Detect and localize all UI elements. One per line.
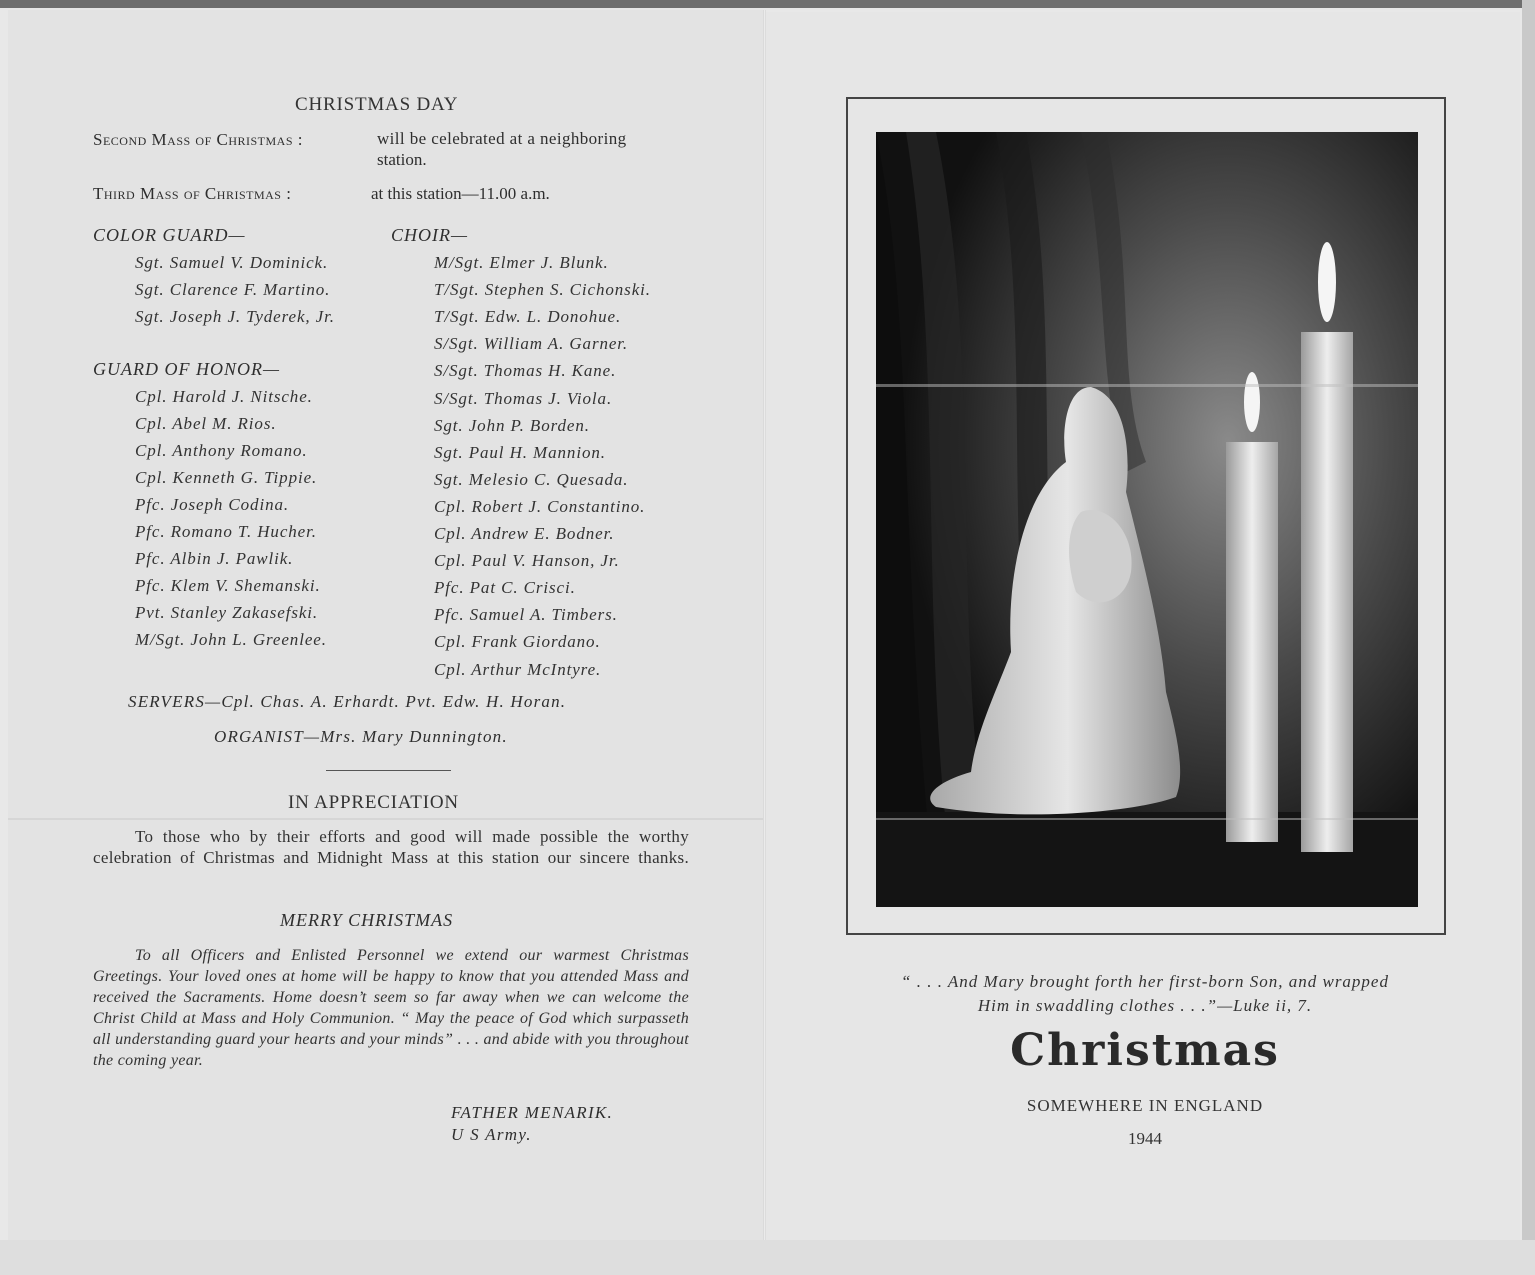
guard-of-honor-name: Cpl. Harold J. Nitsche. [135, 387, 313, 406]
madonna-and-child-with-candles-image [876, 132, 1418, 907]
third-mass-text: at this station—11.00 a.m. [371, 184, 550, 203]
choir-heading: CHOIR— [391, 225, 468, 245]
choir-member-name: S/Sgt. William A. Garner. [434, 334, 629, 354]
guard-of-honor-name: Pvt. Stanley Zakasefski. [135, 603, 319, 622]
scripture-caption [845, 970, 1445, 1018]
choir-member-name: Cpl. Paul V. Hanson, Jr. [434, 551, 620, 571]
location-subtitle: SOMEWHERE IN ENGLAND [1026, 1096, 1264, 1115]
choir-member-name: T/Sgt. Stephen S. Cichonski. [434, 280, 651, 300]
scan-top-edge [0, 0, 1535, 8]
choir-member-name: Cpl. Andrew E. Bodner. [434, 524, 615, 543]
choir-member-name: M/Sgt. Elmer J. Blunk. [434, 253, 609, 272]
choir-member-name: Cpl. Robert J. Constantino. [434, 496, 646, 516]
caption-line-1: “ . . . And Mary brought forth her first-born Son, and wrapped [901, 972, 1389, 991]
choir-member-name: Sgt. John P. Borden. [434, 415, 590, 435]
guard-of-honor-name: Pfc. Romano T. Hucher. [135, 522, 317, 541]
guard-of-honor-name: M/Sgt. John L. Greenlee. [135, 630, 327, 649]
guard-of-honor-heading: GUARD OF HONOR— [93, 359, 280, 379]
choir-member-name: Cpl. Arthur McIntyre. [434, 659, 602, 679]
color-guard-name: Sgt. Clarence F. Martino. [135, 280, 331, 299]
merry-christmas-text: To all Officers and Enlisted Personnel we extend our warmest Christmas Greetings. Your loved ones at home will be happy to know that you attended Mass and received the Sacraments. Home doesn’t seem so far away when we can welcome the Christ Child at Mass and Holy Communion. “ May the peace of God which surpasseth all understanding guard your hearts and your minds” . . . and abide with you throughout the coming year. [93, 947, 689, 1069]
choir-member-name: Pfc. Samuel A. Timbers. [434, 605, 618, 625]
second-mass-text-cont: station. [377, 150, 427, 169]
christmas-day-heading: CHRISTMAS DAY [295, 94, 459, 115]
divider [326, 770, 451, 771]
color-guard-heading: COLOR GUARD— [93, 225, 246, 245]
merry-christmas-heading: MERRY CHRISTMAS [280, 910, 454, 930]
guard-of-honor-name: Pfc. Albin J. Pawlik. [135, 549, 294, 568]
page-title: Christmas [1010, 1025, 1280, 1076]
organist-line: ORGANIST—Mrs. Mary Dunnington. [214, 727, 508, 746]
color-guard-name: Sgt. Samuel V. Dominick. [135, 253, 329, 272]
madonna-photo [876, 132, 1418, 907]
third-mass-label: Third Mass of Christmas : [93, 184, 292, 203]
scan-right-edge [1522, 0, 1535, 1275]
second-mass-label: Second Mass of Christmas : [93, 130, 303, 149]
choir-member-name: Sgt. Paul H. Mannion. [434, 442, 606, 462]
guard-of-honor-name: Cpl. Abel M. Rios. [135, 414, 277, 433]
horizontal-crease [8, 818, 763, 820]
guard-of-honor-name: Cpl. Anthony Romano. [135, 441, 308, 460]
second-mass-text: will be celebrated at a neighboring [377, 129, 627, 148]
choir-member-name: S/Sgt. Thomas H. Kane. [434, 361, 617, 381]
appreciation-text: To those who by their efforts and good will made possible the worthy celebration of Christmas and Midnight Mass at this station our sincere thanks. [93, 827, 689, 867]
appreciation-heading: IN APPRECIATION [288, 792, 459, 813]
signature-org: U S Army. [451, 1125, 532, 1144]
guard-of-honor-name: Pfc. Klem V. Shemanski. [135, 576, 321, 595]
center-fold [763, 10, 766, 1240]
choir-member-name: S/Sgt. Thomas J. Viola. [434, 388, 613, 408]
guard-of-honor-name: Cpl. Kenneth G. Tippie. [135, 468, 318, 487]
year: 1944 [1128, 1129, 1162, 1148]
signature-name: FATHER MENARIK. [451, 1103, 614, 1122]
guard-of-honor-name: Pfc. Joseph Codina. [135, 495, 290, 514]
choir-member-name: Sgt. Melesio C. Quesada. [434, 469, 629, 489]
servers-line: SERVERS—Cpl. Chas. A. Erhardt. Pvt. Edw. H. Horan. [128, 692, 567, 711]
caption-line-2: Him in swaddling clothes . . .”—Luke ii, 7. [977, 996, 1313, 1015]
choir-member-name: Pfc. Pat C. Crisci. [434, 578, 576, 598]
choir-member-name: T/Sgt. Edw. L. Donohue. [434, 307, 622, 327]
scan-bottom-edge [0, 1240, 1535, 1275]
choir-member-name: Cpl. Frank Giordano. [434, 632, 601, 652]
color-guard-name: Sgt. Joseph J. Tyderek, Jr. [135, 307, 335, 326]
